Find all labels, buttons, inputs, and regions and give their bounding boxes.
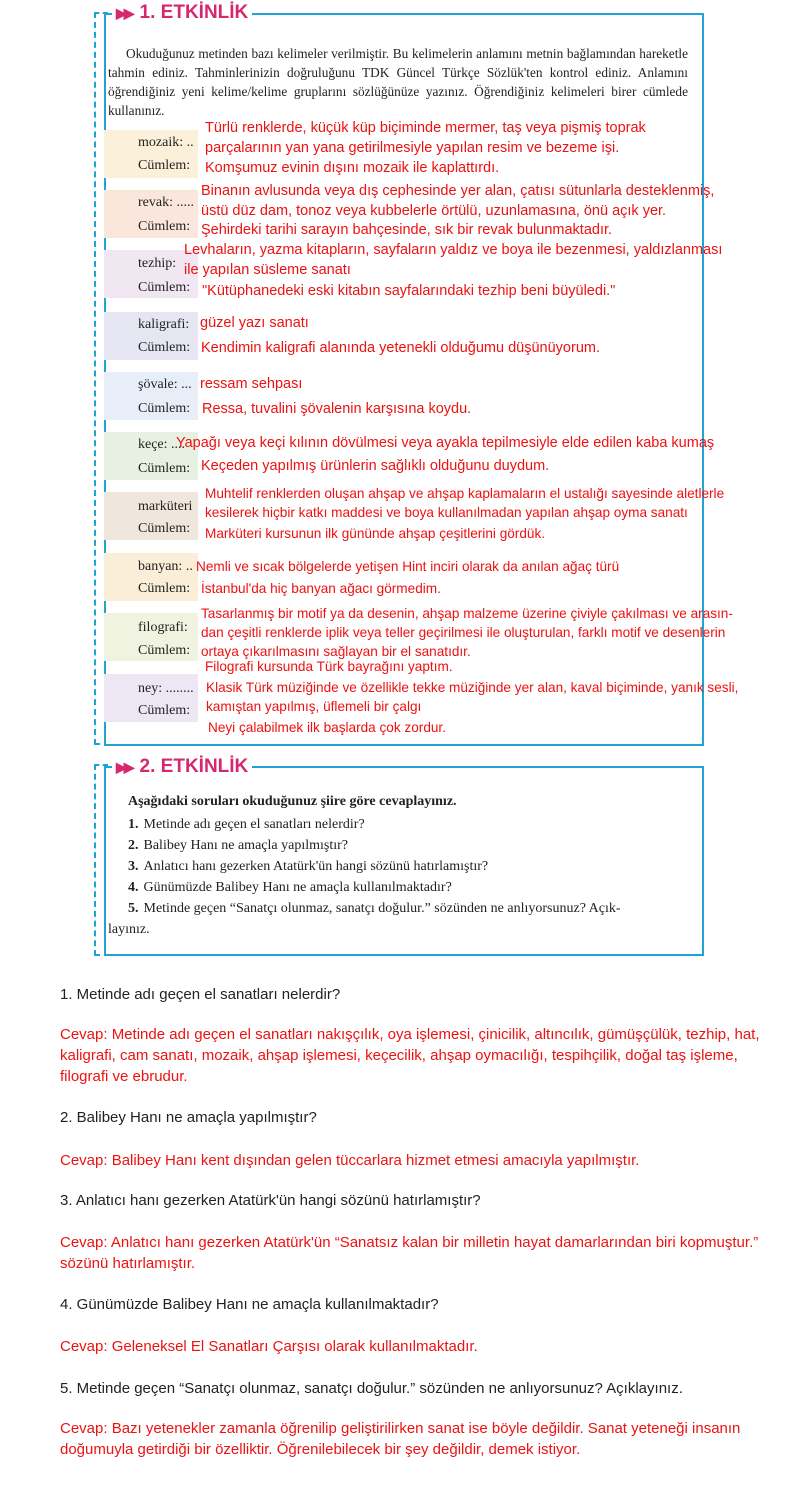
vocab-meaning-line: Klasik Türk müziğinde ve özellikle tekke müziğinde yer alan, kaval biçiminde, yanık sesli, [206,680,739,695]
vocab-sentence [201,220,612,240]
vocab-term: marküteri [138,499,193,514]
double-arrow-icon: ▶▶ [116,5,132,21]
activity-2-questions [108,814,688,940]
vocab-meaning [176,433,714,453]
vocab-meaning [196,557,619,576]
vocab-meaning-line: Muhtelif renklerden oluşan ahşap ve ahşap kaplamaların el ustalığı sayesinde aletlerle [205,486,725,501]
question-item: 4. Günümüzde Balibey Hanı ne amaçla kullanılmaktadır? [128,880,452,895]
double-arrow-icon: ▶▶ [116,759,132,775]
vocab-sentence [201,456,549,476]
vocab-meaning-line: ortaya çıkarılmasını sağlayan bir el sanatıdır. [201,644,471,659]
vocab-term: ney: ........ [138,681,194,696]
vocab-meaning [205,118,646,158]
vocab-meaning-line: kesilerek hiçbir katkı maddesi ve boya kullanılmadan yapılan ahşap oyma sanatı [205,505,688,520]
answer-question-5: 5. Metinde geçen “Sanatçı olunmaz, sanatçı doğulur.” sözünden ne anlıyorsunuz? Açıklayınız. [60,1380,683,1397]
answer-text-2: Cevap: Balibey Hanı kent dışından gelen tüccarlara hizmet etmesi amacıyla yapılmıştır. [60,1152,640,1169]
vocab-meaning [200,374,302,394]
vocab-meaning [184,240,722,280]
cumlem-label: Cümlem: [138,643,191,658]
vocab-meaning [201,604,733,661]
vocab-sentence [202,281,615,301]
activity-1-intro: Okuduğunuz metinden bazı kelimeler verilmiştir. Bu kelimelerin anlamını metnin bağlamından hareketle tahmin ediniz. Tahminlerinizin doğruluğunu TDK Güncel Türkçe Sözlük'ten kontrol ediniz. Anlamını öğrendiğiniz yeni kelime/kelime gruplarını sözlüğünüze yazınız. Öğrendiğiniz kelimeleri birer cümlede kullanınız. [108,46,688,118]
activity-2-heading: Aşağıdaki soruları okuduğunuz şiire göre cevaplayınız. [128,794,457,809]
cumlem-label: Cümlem: [138,703,191,718]
vocab-meaning-line: Yapağı veya keçi kılının dövülmesi veya ayakla tepilmesiyle elde edilen kaba kumaş [176,435,715,451]
cumlem-label: Cümlem: [138,158,191,173]
answer-text-3: Cevap: Anlatıcı hanı gezerken Atatürk'ün “Sanatsız kalan bir milletin hayat damarlarından biri kopmuştur.” sözünü hatırlamıştır. [60,1234,759,1272]
vocab-meaning-line: güzel yazı sanatı [200,315,309,331]
activity-2-title [112,756,252,778]
vocab-meaning [200,313,309,333]
vocab-sentence-line: Komşumuz evinin dışını mozaik ile kaplattırdı. [205,160,500,176]
cumlem-label: Cümlem: [138,521,191,536]
vocab-meaning-line: üstü düz dam, tonoz veya kubbelerle örtülü, uzunlamasına, önü açık yer. [201,203,667,219]
vocab-meaning-line: ile yapılan süsleme sanatı [184,262,351,278]
vocab-sentence [205,158,499,178]
vocab-meaning [206,678,738,716]
vocab-sentence [201,338,600,358]
answer-question-3: 3. Anlatıcı hanı gezerken Atatürk'ün hangi sözünü hatırlamıştır? [60,1192,481,1209]
vocab-sentence-line: Neyi çalabilmek ilk başlarda çok zordur. [208,720,446,735]
vocab-sentence [202,399,471,419]
answer-question-1: 1. Metinde adı geçen el sanatları nelerdir? [60,986,341,1003]
activity-1-title [112,2,252,24]
cumlem-label: Cümlem: [138,461,191,476]
cumlem-label: Cümlem: [138,280,191,295]
vocab-term: şövale: ... [138,377,192,392]
vocab-meaning-line: ressam sehpası [200,376,303,392]
vocab-meaning [205,484,724,522]
vocab-sentence-line: Ressa, tuvalini şövalenin karşısına koydu. [202,401,472,417]
answer-text-1: Cevap: Metinde adı geçen el sanatları nakışçılık, oya işlemesi, çinicilik, altıncılık, gümüşçülük, tezhip, hat, kaligrafi, cam sanatı, mozaik, ahşap işlemesi, keçecilik, ahşap oymacılığı, tespihçilik, doğal taş işleme, filografi ve ebrudur. [60,1026,760,1085]
vocab-sentence-line: Şehirdeki tarihi sarayın bahçesinde, sık bir revak bulunmaktadır. [201,222,613,238]
vocab-sentence-line: Marküteri kursunun ilk gününde ahşap çeşitlerini gördük. [205,526,546,541]
vocab-meaning-line: Tasarlanmış bir motif ya da desenin, ahşap malzeme üzerine çiviyle çakılması ve arasın- [201,606,733,621]
vocab-meaning-line: kamıştan yapılmış, üflemeli bir çalgı [206,699,422,714]
answer-question-2: 2. Balibey Hanı ne amaçla yapılmıştır? [60,1109,317,1126]
cumlem-label: Cümlem: [138,340,191,355]
vocab-sentence-line: İstanbul'da hiç banyan ağacı görmedim. [201,581,441,596]
activity-2-title-text: 2. ETKİNLİK [139,756,249,777]
activity-2-dashed-edge [94,764,96,956]
vocab-term: tezhip: [138,256,177,271]
vocab-term: filografi: [138,620,188,635]
cumlem-label: Cümlem: [138,581,191,596]
vocab-sentence [208,718,446,737]
answer-question-4: 4. Günümüzde Balibey Hanı ne amaçla kullanılmaktadır? [60,1296,439,1313]
vocab-meaning-line: dan çeşitli renklerde iplik veya teller geçirilmesi ile oluşturulan, farklı motif ve desenlerin [201,625,726,640]
vocab-meaning-line: Nemli ve sıcak bölgelerde yetişen Hint inciri olarak da anılan ağaç türü [196,559,620,574]
cumlem-label: Cümlem: [138,219,191,234]
vocab-sentence-line: "Kütüphanedeki eski kitabın sayfalarındaki tezhip beni büyüledi." [202,283,616,299]
question-item-continuation: layınız. [108,922,150,937]
cumlem-label: Cümlem: [138,401,191,416]
question-item: 5. Metinde geçen “Sanatçı olunmaz, sanatçı doğulur.” sözünden ne anlıyorsunuz? Açık- [128,901,621,916]
vocab-meaning-line: Levhaların, yazma kitapların, sayfaların yaldız ve boya ile bezenmesi, yaldızlanması [184,242,723,258]
vocab-meaning-line: Binanın avlusunda veya dış cephesinde yer alan, çatısı sütunlarla desteklenmiş, [201,183,715,199]
question-item: 2. Balibey Hanı ne amaçla yapılmıştır? [128,838,348,853]
vocab-meaning-line: parçalarının yan yana getirilmesiyle yapılan resim ve bezeme işi. [205,140,620,156]
question-item: 1. Metinde adı geçen el sanatları nelerdir? [128,817,365,832]
vocab-meaning [201,181,714,221]
vocab-sentence [205,524,545,543]
vocab-sentence-line: Keçeden yapılmış ürünlerin sağlıklı olduğunu duydum. [201,458,550,474]
vocab-sentence-line: Kendimin kaligrafi alanında yetenekli olduğumu düşünüyorum. [201,340,600,356]
vocab-term: kaligrafi: [138,317,190,332]
vocab-sentence [201,579,441,598]
vocab-term: revak: ..... [138,195,194,210]
answer-text-4: Cevap: Geleneksel El Sanatları Çarşısı olarak kullanılmaktadır. [60,1338,478,1355]
activity-1-title-text: 1. ETKİNLİK [139,2,249,23]
activity-1-dashed-edge [94,12,96,745]
vocab-meaning-line: Türlü renklerde, küçük küp biçiminde mermer, taş veya pişmiş toprak [205,120,646,136]
vocab-sentence-line: Filografi kursunda Türk bayrağını yaptım. [205,659,453,674]
vocab-term: banyan: .. [138,559,193,574]
answer-text-5: Cevap: Bazı yetenekler zamanla öğrenilip geliştirilirken sanat ise böyle değildir. Sanat yeteneği insanın doğumuyla getirdiği bir özelliktir. Öğrenilebilecek bir şey değildir, demek istiyor. [60,1420,741,1458]
vocab-term: mozaik: .. [138,135,194,150]
vocab-term: keçe: .... [138,437,186,452]
question-item: 3. Anlatıcı hanı gezerken Atatürk'ün hangi sözünü hatırlamıştır? [128,859,489,874]
vocab-sentence [205,657,453,676]
